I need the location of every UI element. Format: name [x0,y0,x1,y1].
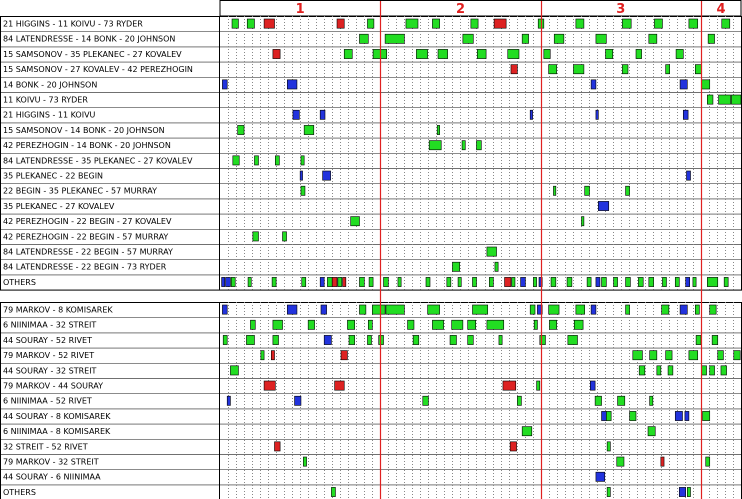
shift-bar-even [386,305,404,314]
shift-bar-even [406,19,418,28]
shift-bar-even [724,277,728,286]
row-border [1,379,742,394]
shift-bar-even [654,19,662,28]
shift-bar-even [522,34,528,43]
shift-bar-even [544,49,550,58]
shift-bar-pp [590,381,595,390]
shift-bar-even [551,277,556,286]
grid-layer [229,16,734,499]
shift-bar-even [487,247,497,256]
shift-bar-even [273,320,283,329]
shift-bar-even [630,411,636,420]
shift-bar-pk [505,277,511,286]
row-label: 11 KOIVU - 73 RYDER [3,95,88,105]
shift-bar-even [693,277,696,286]
shift-bar-even [398,277,401,286]
shift-bar-even [487,320,504,329]
shift-bar-even [718,351,724,360]
shift-bar-pk [264,19,274,28]
shift-bar-even [347,320,354,329]
shift-bar-even [602,277,607,286]
period-label: 1 [295,2,305,17]
period-label: 4 [716,2,726,17]
shift-bar-even [367,335,371,344]
row-label: OTHERS [3,277,36,287]
row-border [1,93,742,108]
row-label: 44 SOURAY - 52 RIVET [3,335,92,345]
shift-bar-pk [661,457,664,466]
shift-bar-even [471,19,478,28]
shift-bar-pp [685,411,689,420]
shift-bar-even [626,186,630,195]
shift-bar-even [649,34,657,43]
shift-bar-even [301,186,305,195]
shift-bar-pp [320,110,325,119]
row-label: 21 HIGGINS - 11 KOIVU [3,110,96,120]
shift-bar-even [553,186,555,195]
shift-bar-even [359,34,368,43]
row-label: 15 SAMSONOV - 14 BONK - 20 JOHNSON [3,125,165,135]
row-label: 42 PEREZHOGIN - 22 BEGIN - 27 KOVALEV [3,217,172,227]
shift-bar-pp [530,110,532,119]
shift-bar-even [574,320,583,329]
shift-bar-even [438,49,448,58]
row-label: 35 PLEKANEC - 27 KOVALEV [3,201,115,211]
shift-bar-even [429,141,441,150]
shift-bar-pp [227,396,230,405]
shift-bar-even [246,335,254,344]
shift-bar-even [367,19,373,28]
shift-bar-even [712,335,718,344]
shift-bar-pp [596,472,605,481]
shift-bar-even [650,396,653,405]
shift-bar-even [452,320,463,329]
shift-bar-even [549,65,557,74]
shift-bar-even [668,366,673,375]
shift-bar-even [662,277,666,286]
shift-bar-pp [680,80,687,89]
shift-bar-even [426,277,430,286]
shift-bar-pp [222,305,227,314]
row-label: 79 MARKOV - 44 SOURAY [3,381,103,391]
shift-bar-even [508,49,519,58]
shift-bar-even [261,351,264,360]
shift-bar-even [254,156,258,165]
shift-bar-even [423,396,429,405]
shift-bar-even [359,305,365,314]
shift-bar-even [247,19,254,28]
shift-bar-even [452,262,459,271]
shift-bar-even [707,95,713,104]
shift-bar-even [368,320,372,329]
row-border [1,455,742,470]
shift-bar-even [607,487,610,496]
row-border [1,77,742,92]
row-label: 14 BONK - 20 JOHNSON [3,80,98,90]
shift-bar-even [706,457,710,466]
shift-bar-even [576,19,584,28]
shift-bar-even [379,335,384,344]
shift-bar-pp [686,171,690,180]
shift-bar-pp [323,171,331,180]
shift-bar-even [304,125,314,134]
shift-bar-even [273,335,279,344]
shift-bar-even [472,277,476,286]
shift-bar-pp [596,110,598,119]
row-labels [3,20,193,497]
shift-bar-even [596,34,606,43]
shift-bar-pk [343,277,346,286]
shift-bar-even [721,366,727,375]
shift-bar-even [707,277,717,286]
shift-bar-even [413,335,419,344]
shift-bar-even [432,320,443,329]
shift-bar-even [719,95,731,104]
shift-bar-even [568,335,578,344]
shift-bar-even [385,34,404,43]
shift-bar-even [349,335,355,344]
row-label: 35 PLEKANEC - 22 BEGIN [3,171,104,181]
shift-bar-pp [324,335,331,344]
shift-bar-even [618,396,625,405]
shift-bar-even [622,19,631,28]
shift-bar-pk [264,381,275,390]
shift-bar-even [301,156,304,165]
shift-bar-even [530,305,535,314]
shift-bar-even [595,396,601,405]
row-label: 44 SOURAY - 32 STREIT [3,366,97,376]
shift-bar-even [675,277,679,286]
shift-bar-even [606,411,611,420]
shift-bar-pp [293,110,299,119]
row-border [1,470,742,485]
shift-bar-even [710,366,715,375]
shift-bar-even [549,305,559,314]
row-label: 84 LATENDRESSE - 14 BONK - 20 JOHNSON [3,34,176,44]
shift-bar-pp [287,80,297,89]
shift-bar-even [331,487,335,496]
shift-bar-even [458,277,461,286]
shift-bar-pp [222,80,227,89]
shift-bar-even [327,277,332,286]
row-label: 32 STREIT - 52 RIVET [3,442,88,452]
shift-bar-even [344,49,352,58]
shift-bar-even [708,34,714,43]
shift-bar-even [372,305,385,314]
shift-bar-even [302,277,306,286]
shift-bar-even [587,277,591,286]
shift-bar-pp [321,305,327,314]
shift-bar-pp [591,80,596,89]
shift-bar-even [428,305,440,314]
shift-bar-even [232,19,238,28]
shift-bar-even [638,277,643,286]
shift-bar-pp [300,171,302,180]
row-label: 6 NIINIMAA - 8 KOMISAREK [3,427,111,437]
shift-bar-even [606,49,613,58]
shift-bar-even [468,335,474,344]
row-border [1,394,742,409]
shift-bar-even [231,277,235,286]
row-label: 84 LATENDRESSE - 22 BEGIN - 73 RYDER [3,262,167,272]
shift-bar-even [432,19,439,28]
shift-bar-pp [675,411,682,420]
shift-bar-even [408,320,414,329]
shift-bar-even [369,277,373,286]
shift-bar-even [710,305,716,314]
shift-bar-even [696,335,701,344]
shift-bar-even [223,335,227,344]
shift-bar-pk [503,381,516,390]
shift-bar-pp [680,305,687,314]
shift-bar-even [567,277,572,286]
row-label: 22 BEGIN - 35 PLEKANEC - 57 MURRAY [3,186,158,196]
shift-bar-pk [494,19,506,28]
shift-bar-even [689,351,698,360]
shift-bar-even [384,277,389,286]
shift-bar-even [283,232,287,241]
shift-bar-even [450,335,456,344]
shift-bar-even [734,351,740,360]
shift-bar-even [689,19,698,28]
shift-bar-pp [596,277,600,286]
period-label: 3 [616,2,626,17]
row-border [1,108,742,123]
shift-bar-even [472,305,487,314]
shift-bar-pp [591,305,596,314]
shift-bar-even [303,457,306,466]
shift-bar-even [468,320,476,329]
shift-bar-even [238,125,244,134]
shift-bar-even [495,262,498,271]
shift-bar-even [476,141,481,150]
shift-bar-even [537,381,540,390]
shift-bar-even [702,80,710,89]
shift-bar-pk [271,351,274,360]
shift-bar-even [617,457,624,466]
shift-bar-even [622,65,628,74]
shift-bar-even [695,305,699,314]
shift-bar-even [359,277,364,286]
shift-bar-even [731,95,741,104]
shift-bar-even [477,49,486,58]
shift-bar-even [666,65,670,74]
shift-bar-even [703,411,710,420]
row-label: 79 MARKOV - 8 KOMISAREK [3,305,113,315]
shift-bar-even [549,320,556,329]
shift-bar-pk [332,277,337,286]
shift-bar-pk [337,19,344,28]
shift-bar-even [633,351,643,360]
shift-bar-even [462,141,465,150]
shift-bar-even [585,186,590,195]
row-label: 42 PEREZHOGIN - 14 BONK - 20 JOHNSON [3,141,171,151]
shift-bar-even [648,427,655,436]
shift-bar-pp [683,110,688,119]
shift-bar-even [534,320,537,329]
shift-bar-even [447,277,451,286]
shift-bar-even [695,65,701,74]
shift-bar-pp [598,201,608,210]
shift-bar-even [554,34,564,43]
row-border [1,348,742,363]
row-label: 6 NIINIMAA - 52 RIVET [3,396,92,406]
row-label: 79 MARKOV - 52 RIVET [3,351,95,361]
shift-bar-even [517,396,521,405]
shift-bar-even [248,277,251,286]
shift-bar-even [666,351,672,360]
shift-bar-even [722,19,730,28]
row-label: 21 HIGGINS - 11 KOIVU - 73 RYDER [3,19,143,29]
row-border [1,424,742,439]
row-label: 44 SOURAY - 6 NIINIMAA [3,472,101,482]
shift-bar-pp [287,305,297,314]
shift-bar-even [676,49,683,58]
shift-bar-even [275,156,279,165]
shift-bar-even [639,366,645,375]
row-border [1,439,742,454]
row-label: 15 SAMSONOV - 27 KOVALEV - 42 PEREZHOGIN [3,65,193,75]
shift-bar-even [272,277,276,286]
row-label: 79 MARKOV - 32 STREIT [3,457,99,467]
shift-bar-pk [275,442,281,451]
shift-bar-even [233,156,239,165]
shift-bar-even [463,34,473,43]
shift-bar-even [636,49,642,58]
shift-bar-even [351,217,360,226]
row-label: 15 SAMSONOV - 35 PLEKANEC - 27 KOVALEV [3,49,182,59]
row-border [1,363,742,378]
shift-bar-even [230,366,238,375]
shift-bar-even [540,335,546,344]
shift-bar-even [649,277,654,286]
shift-marks [222,19,741,497]
shift-bar-pk [335,381,345,390]
row-label: 84 LATENDRESSE - 22 BEGIN - 57 MURRAY [3,247,173,257]
shift-bar-even [573,65,583,74]
shift-bar-pk [341,351,347,360]
shift-bar-even [512,277,515,286]
shift-bar-pp [602,411,607,420]
shift-bar-even [250,320,255,329]
row-label: 44 SOURAY - 8 KOMISAREK [3,411,111,421]
row-border [1,169,742,184]
shift-bar-even [662,305,669,314]
row-border [1,485,742,499]
row-label: OTHERS [3,487,36,497]
shift-bar-even [489,277,493,286]
shift-bar-even [437,125,439,134]
shift-bar-even [576,305,585,314]
shift-bar-pp [686,277,690,286]
shift-bar-even [687,487,690,496]
shift-bar-even [416,49,427,58]
shift-bar-even [308,320,314,329]
shift-bar-pk [510,442,516,451]
period-label: 2 [455,2,465,17]
shift-bar-even [499,335,502,344]
shift-bar-even [626,305,630,314]
shift-bar-even [581,217,583,226]
shift-bar-pp [222,277,225,286]
shift-bar-pp [226,277,231,286]
shift-bar-even [522,427,532,436]
row-label: 6 NIINIMAA - 32 STREIT [3,320,97,330]
shift-bar-pp [521,277,526,286]
shift-bar-pp [295,396,301,405]
row-label: 42 PEREZHOGIN - 22 BEGIN - 57 MURRAY [3,232,169,242]
row-label: 84 LATENDRESSE - 35 PLEKANEC - 27 KOVALEV [3,156,193,166]
shift-bar-even [650,351,657,360]
shift-bar-even [657,366,661,375]
shift-bar-pp [320,277,324,286]
shift-bar-even [626,277,631,286]
shift-bar-pp [679,487,685,496]
shift-bar-even [253,232,259,241]
shift-bar-even [607,442,610,451]
shift-bar-even [614,277,618,286]
shift-bar-pk [511,65,517,74]
shift-bar-even [702,366,707,375]
shift-bar-even [533,277,536,286]
shift-bar-pk [273,49,280,58]
shift-bar-even [338,277,342,286]
